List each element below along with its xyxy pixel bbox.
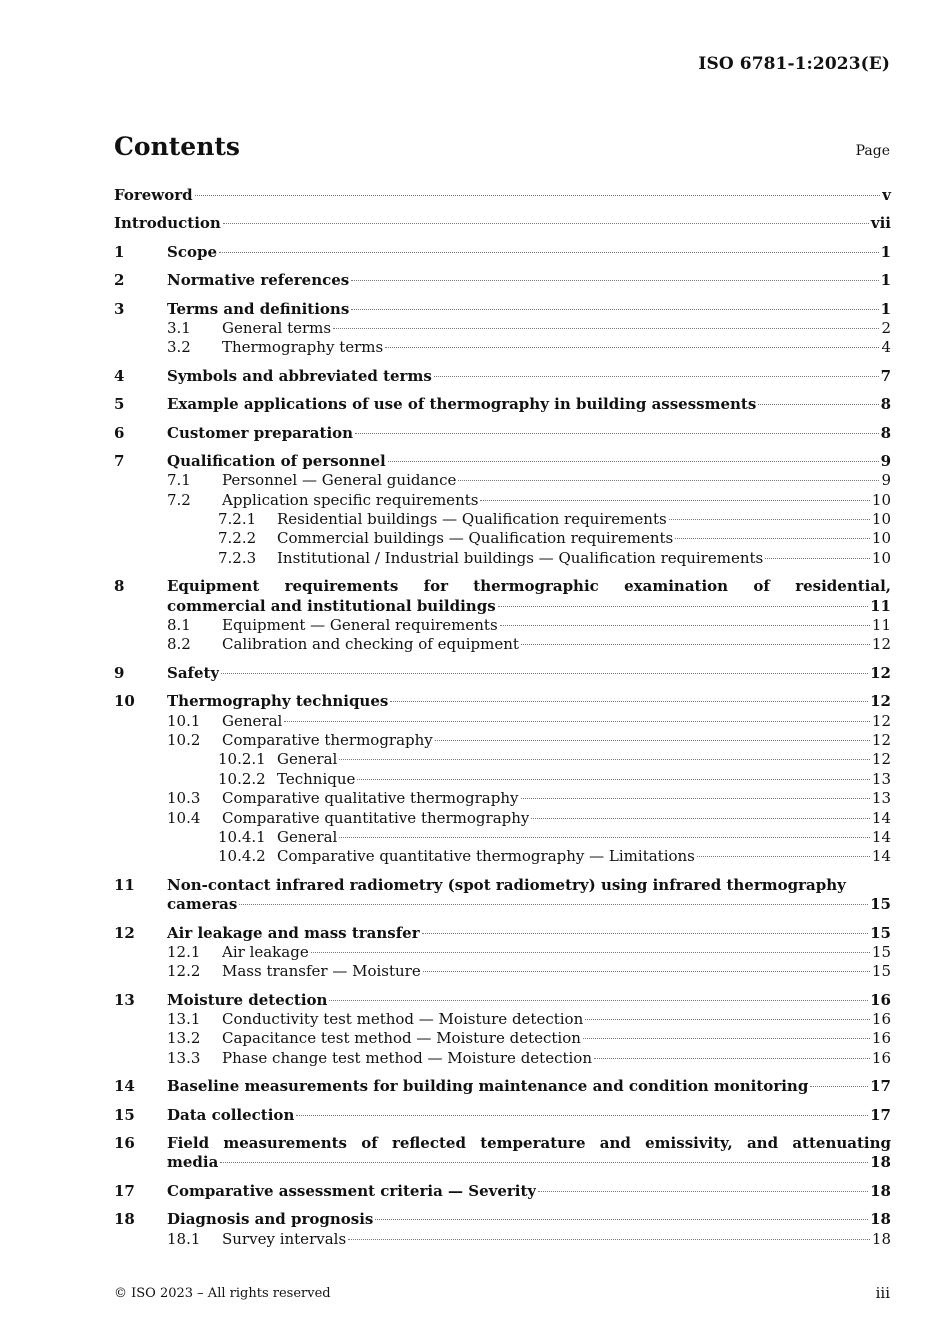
dot-leader [195,195,881,196]
toc-entry[interactable] [114,789,891,808]
toc-entry-title: General [277,827,338,846]
toc-entry-number: 10.4.1 [218,827,266,846]
toc-entry[interactable] [114,1134,891,1173]
toc-entry-number: 15 [114,1105,135,1124]
toc-entry-page: 1 [880,271,891,290]
toc-entry-title: Comparative quantitative thermography — Limitations [277,847,695,866]
toc-entry-page: 10 [871,490,891,509]
toc-entry-page: 13 [871,769,891,788]
toc-entry-page: 12 [871,750,891,769]
toc-entry-title: Comparative quantitative thermography [222,808,530,827]
toc-entry-title: Capacitance test method — Moisture detection [222,1029,581,1048]
dot-leader [758,404,878,405]
toc-entry-number: 11 [114,875,135,894]
toc-entry-page: 14 [871,827,891,846]
dot-leader [375,1219,868,1220]
toc-entry-page: 10 [871,529,891,548]
dot-leader [339,759,870,760]
toc-entry[interactable] [114,243,891,262]
dot-leader [333,328,879,329]
toc-entry[interactable] [114,712,891,731]
toc-entry-number: 1 [114,242,125,261]
toc-entry[interactable] [114,876,891,915]
dot-leader [357,779,870,780]
dot-leader [219,252,879,253]
toc-entry-page: 11 [870,596,891,615]
toc-entry[interactable] [114,529,891,548]
dot-leader [531,818,870,819]
toc-entry-number: 10.2.2 [218,769,266,788]
toc-entry-title: General [222,711,283,730]
toc-entry-number: 8.2 [167,635,191,654]
dot-leader [221,673,868,674]
toc-entry-number: 12.2 [167,962,201,981]
dot-leader [423,971,870,972]
toc-entry-title: Air leakage and mass transfer [167,923,420,942]
dot-leader [480,500,869,501]
dot-leader [348,1239,870,1240]
toc-entry[interactable] [114,828,891,847]
dot-leader [296,1115,868,1116]
toc-entry-title: Qualification of personnel [167,451,386,470]
toc-entry-number: 10.4 [167,808,201,827]
toc-entry-page: 16 [870,990,891,1009]
toc-entry[interactable] [114,1230,891,1249]
toc-entry-title: Diagnosis and prognosis [167,1210,374,1229]
toc-entry-page: 16 [871,1048,891,1067]
toc-entry-number: 13.2 [167,1029,201,1048]
dot-leader [765,558,870,559]
toc-entry[interactable] [114,770,891,789]
toc-entry-page: 1 [880,299,891,318]
toc-entry[interactable] [114,577,891,616]
toc-entry[interactable] [114,452,891,471]
toc-entry-number: 10.2.1 [218,750,266,769]
toc-entry[interactable] [114,664,891,683]
toc-entry-title: Comparative assessment criteria — Severity [167,1181,537,1200]
toc-entry-number: 10.3 [167,789,201,808]
toc-entry-number: 10.4.2 [218,847,266,866]
dot-leader [329,1000,868,1001]
toc-entry-page: 2 [881,318,891,337]
toc-entry[interactable] [114,1210,891,1229]
toc-entry-number: 18.1 [167,1229,201,1248]
dot-leader [458,480,879,481]
toc-entry[interactable] [114,924,891,943]
toc-entry-page: 18 [870,1181,891,1200]
toc-entry-page: 9 [880,451,891,470]
toc-entry[interactable] [114,962,891,981]
dot-leader [435,740,870,741]
toc-entry[interactable] [114,750,891,769]
toc-entry-title: Customer preparation [167,423,354,442]
toc-entry-title: Baseline measurements for building maintenance and condition monitoring [167,1077,809,1096]
toc-entry-title: Symbols and abbreviated terms [167,366,432,385]
toc-entry-number: 13 [114,990,135,1009]
toc-entry-number: 5 [114,395,125,414]
toc-entry-number: 7.1 [167,471,191,490]
toc-entry-title: Foreword [114,186,193,204]
dot-leader [223,223,869,224]
toc-entry[interactable] [114,319,891,338]
toc-entry-page: 15 [871,942,891,961]
toc-entry-page: 18 [870,1210,891,1229]
toc-entry-title-line1: Equipment requirements for thermographic examination of residential, [167,577,891,596]
toc-entry-title: Thermography techniques [167,692,389,711]
dot-leader [498,606,868,607]
toc-entry[interactable] [114,471,891,490]
toc-entry[interactable] [114,549,891,568]
toc-entry-page: 9 [881,471,891,490]
dot-leader [594,1058,870,1059]
toc-entry-title-line2: commercial and institutional buildings [167,596,496,615]
toc-entry-title: Phase change test method — Moisture detection [222,1048,592,1067]
dot-leader [675,538,870,539]
toc-entry-page: 10 [871,510,891,529]
toc-entry-title: Survey intervals [222,1229,347,1248]
toc-entry-title: Calibration and checking of equipment [222,635,519,654]
toc-entry-page: 16 [871,1029,891,1048]
dot-leader [284,721,870,722]
toc-entry-title: Equipment — General requirements [222,616,498,635]
toc-entry-number: 7.2 [167,490,191,509]
toc-entry-page: 17 [870,1077,891,1096]
toc-entry-page: 12 [871,635,891,654]
toc-entry-number: 12.1 [167,942,201,961]
dot-leader [521,798,870,799]
toc-entry-title: Comparative qualitative thermography [222,789,519,808]
page-number: iii [875,1284,890,1302]
toc-entry-title: Personnel — General guidance [222,471,457,490]
dot-leader [239,904,868,905]
toc-entry-page: 8 [880,395,891,414]
toc-entry-page: 16 [871,1010,891,1029]
toc-entry[interactable] [114,692,891,711]
dot-leader [351,309,878,310]
toc-entry-number: 10.1 [167,711,201,730]
toc-entry-number: 13.3 [167,1048,201,1067]
dot-leader [538,1191,868,1192]
dot-leader [585,1019,870,1020]
toc-entry-title: Residential buildings — Qualification requirements [277,510,667,529]
toc-entry-number: 16 [114,1134,135,1153]
dot-leader [697,856,870,857]
toc-entry-title: Technique [277,769,356,788]
dot-leader [434,376,879,377]
toc-entry-title: Air leakage [222,942,309,961]
dot-leader [500,625,870,626]
toc-entry-title: Commercial buildings — Qualification requirements [277,529,674,548]
dot-leader [669,519,870,520]
toc-entry-number: 7 [114,451,125,470]
toc-entry-title: Conductivity test method — Moisture detection [222,1010,584,1029]
toc-entry-page: 12 [870,663,891,682]
toc-entry-title: Institutional / Industrial buildings — Qualification requirements [277,548,764,567]
toc-entry-page: 7 [880,366,891,385]
toc-entry-page: 18 [870,1153,891,1172]
toc-entry-number: 2 [114,271,125,290]
toc-entry-title-line1: Non-contact infrared radiometry (spot radiometry) using infrared thermography [167,875,846,894]
dot-leader [351,280,878,281]
toc-entry-number: 3 [114,299,125,318]
toc-entry-number: 8 [114,577,125,596]
toc-entry[interactable] [114,510,891,529]
toc-entry-page: 15 [870,923,891,942]
toc-entry-number: 8.1 [167,616,191,635]
toc-entry[interactable] [114,186,891,205]
toc-entry-number: 7.2.1 [218,510,257,529]
toc-entry-page: 4 [881,338,891,357]
toc-entry-number: 13.1 [167,1010,201,1029]
toc-entry-number: 3.1 [167,318,191,337]
toc-entry-title: General terms [222,318,332,337]
toc-entry-number: 17 [114,1181,135,1200]
toc-entry-title: Moisture detection [167,990,328,1009]
toc-entry-title-line2: media [167,1153,219,1172]
toc-entry-title: Application specific requirements [222,490,479,509]
toc-entry[interactable] [114,424,891,443]
toc-entry-title: Normative references [167,271,350,290]
toc-entry-page: vii [870,214,891,233]
toc-entry-title: Terms and definitions [167,299,350,318]
toc-entry[interactable] [114,395,891,414]
toc-entry-page: 17 [870,1105,891,1124]
toc-entry-title: Data collection [167,1105,295,1124]
dot-leader [339,837,870,838]
toc-entry-title: Scope [167,242,218,261]
dot-leader [521,644,870,645]
toc-entry-page: 18 [871,1229,891,1248]
page-column-label: Page [855,143,890,159]
toc-entry-page: 15 [870,895,891,914]
toc-entry-page: 12 [870,692,891,711]
toc-entry-number: 6 [114,423,125,442]
toc-entry[interactable] [114,731,891,750]
toc-entry[interactable] [114,616,891,635]
toc-entry-number: 12 [114,923,135,942]
toc-entry-number: 7.2.3 [218,548,257,567]
toc-entry[interactable] [114,300,891,319]
toc-entry-page: 12 [871,730,891,749]
table-of-contents [114,186,891,1249]
toc-entry-title-line2: cameras [167,895,238,914]
toc-entry[interactable] [114,1049,891,1068]
toc-entry-number: 9 [114,663,125,682]
toc-entry[interactable] [114,1077,891,1096]
toc-entry-title: General [277,750,338,769]
toc-entry-page: 10 [871,548,891,567]
toc-entry-title: Introduction [114,214,221,233]
toc-entry-page: 11 [871,616,891,635]
toc-entry-page: 15 [871,962,891,981]
dot-leader [388,461,879,462]
toc-entry-title-line1: Field measurements of reflected temperature and emissivity, and attenuating [167,1134,891,1153]
toc-entry-page: 13 [871,789,891,808]
toc-entry[interactable] [114,635,891,654]
dot-leader [583,1038,870,1039]
toc-entry[interactable] [114,1010,891,1029]
toc-entry[interactable] [114,943,891,962]
toc-entry-title: Safety [167,663,220,682]
toc-entry-number: 10.2 [167,730,201,749]
toc-entry-page: 14 [871,847,891,866]
toc-entry-number: 10 [114,692,135,711]
toc-entry-page: 14 [871,808,891,827]
toc-entry-page: v [882,186,891,204]
toc-entry[interactable] [114,367,891,386]
dot-leader [385,347,879,348]
toc-entry[interactable] [114,214,891,233]
toc-entry-page: 8 [880,423,891,442]
dot-leader [220,1162,868,1163]
toc-entry-number: 7.2.2 [218,529,257,548]
toc-entry[interactable] [114,809,891,828]
toc-entry-number: 18 [114,1210,135,1229]
toc-entry-title: Thermography terms [222,338,384,357]
copyright-notice: © ISO 2023 – All rights reserved [114,1286,331,1301]
toc-entry[interactable] [114,847,891,866]
toc-entry[interactable] [114,1029,891,1048]
toc-entry-number: 14 [114,1077,135,1096]
toc-entry[interactable] [114,491,891,510]
toc-entry[interactable] [114,991,891,1010]
toc-entry-title: Mass transfer — Moisture [222,962,421,981]
dot-leader [390,701,868,702]
toc-entry[interactable] [114,271,891,290]
toc-entry-title: Comparative thermography [222,730,433,749]
dot-leader [311,952,870,953]
document-id: ISO 6781-1:2023(E) [698,54,890,74]
toc-entry-title: Example applications of use of thermography in building assessments [167,395,757,414]
toc-entry-page: 12 [871,711,891,730]
dot-leader [355,433,878,434]
toc-entry[interactable] [114,338,891,357]
dot-leader [810,1086,868,1087]
page-title: Contents [114,132,241,161]
toc-entry[interactable] [114,1106,891,1125]
toc-entry-number: 4 [114,366,125,385]
toc-entry-number: 3.2 [167,338,191,357]
toc-entry[interactable] [114,1182,891,1201]
dot-leader [422,933,868,934]
toc-entry-page: 1 [880,242,891,261]
